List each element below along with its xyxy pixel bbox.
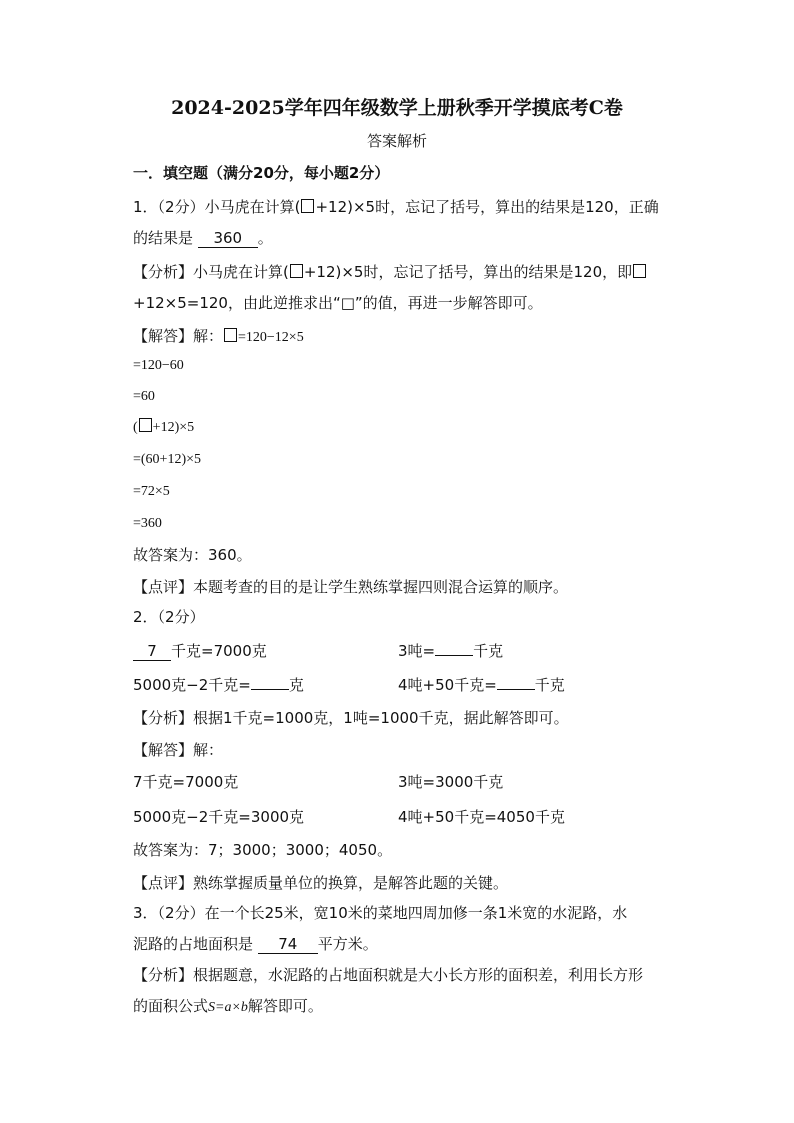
section-heading: 一．填空题（满分20分，每小题2分）: [133, 164, 390, 182]
q3-text-line1: 3．（2分）在一个长25米，宽10米的菜地四周加修一条1米宽的水泥路，水: [133, 904, 628, 922]
q3-analysis-line2: [133, 996, 323, 1018]
q2-c-unit: 克: [288, 676, 304, 694]
box-symbol: [301, 199, 314, 213]
q1-step-6: =360: [133, 516, 162, 531]
q1-text-line2: [133, 228, 273, 248]
q1-step-2: =60: [133, 389, 155, 404]
q3-analysis-b: 解答即可。: [247, 997, 323, 1015]
q1-solution-line: [133, 326, 304, 348]
q2-c-blank: [251, 689, 289, 690]
q1-analysis-b: +12)×5时，忘记了括号，算出的结果是120，即: [303, 263, 633, 281]
q1-text-b: +12)×5时，忘记了括号，算出的结果是120，正确: [315, 198, 659, 216]
page-title: 2024-2025学年四年级数学上册秋季开学摸底考C卷: [171, 97, 623, 119]
q2-b-unit: 千克: [473, 642, 504, 660]
q2-item-c: [133, 675, 304, 695]
page-subtitle: 答案解析: [366, 132, 427, 150]
q2-header: 2．（2分）: [133, 608, 205, 626]
q1-step-3: [133, 418, 194, 438]
q2-d-text: 4吨+50千克=: [398, 676, 497, 694]
box-symbol: [139, 418, 152, 432]
q2-item-d: [398, 675, 565, 695]
q2-d-blank: [497, 689, 535, 690]
q2-result-2: 3吨=3000千克: [398, 773, 504, 791]
q2-item-a: [133, 641, 267, 661]
q2-a-answer-blank: 7: [133, 642, 171, 661]
q1-analysis-line1: [133, 262, 647, 282]
q2-b-blank: [435, 655, 473, 656]
q1-step-1: =120−60: [133, 358, 184, 373]
q1-step-5: =72×5: [133, 484, 170, 499]
q2-item-b: [398, 641, 503, 661]
q3-analysis-a: 的面积公式: [133, 997, 209, 1015]
q1-step-4: =(60+12)×5: [133, 452, 202, 467]
q3-text-a: 泥路的占地面积是: [133, 935, 254, 953]
q2-final-answer: 故答案为：7；3000；3000；4050。: [133, 841, 393, 859]
q2-result-1: 7千克=7000克: [133, 773, 239, 791]
q1-text-d: 。: [257, 229, 273, 247]
q1-solution-expr: =120−12×5: [238, 330, 304, 345]
q2-analysis: 【分析】根据1千克=1000克，1吨=1000千克，据此解答即可。: [133, 709, 569, 727]
q1-step-3-expr: +12)×5: [152, 420, 195, 435]
q1-text-a: 1．（2分）小马虎在计算(: [133, 198, 301, 216]
q1-text-line1: [133, 197, 659, 217]
q1-text-c: 的结果是: [133, 229, 194, 247]
box-symbol: [633, 264, 646, 278]
q3-analysis-line1: 【分析】根据题意，水泥路的占地面积就是大小长方形的面积差，利用长方形: [133, 966, 644, 984]
q1-comment: 【点评】本题考查的目的是让学生熟练掌握四则混合运算的顺序。: [133, 578, 569, 596]
q2-comment: 【点评】熟练掌握质量单位的换算，是解答此题的关键。: [133, 874, 509, 892]
q3-answer-blank: 74: [258, 935, 318, 954]
q2-c-text: 5000克−2千克=: [133, 676, 251, 694]
box-symbol: [224, 328, 237, 342]
q1-analysis-a: 【分析】小马虎在计算(: [133, 263, 289, 281]
q2-b-text: 3吨=: [398, 642, 436, 660]
q2-result-4: 4吨+50千克=4050千克: [398, 808, 565, 826]
box-symbol: [290, 264, 303, 278]
q3-formula: S=a×b: [208, 1000, 248, 1015]
q2-solution-label: 【解答】解：: [133, 741, 224, 759]
q1-step-3-paren: (: [133, 420, 138, 435]
q3-text-b: 平方米。: [317, 935, 378, 953]
q1-final-answer: 故答案为：360。: [133, 546, 252, 564]
q2-result-3: 5000克−2千克=3000克: [133, 808, 305, 826]
q1-analysis-line2: +12×5=120，由此逆推求出“□”的值，再进一步解答即可。: [133, 294, 543, 312]
q2-d-unit: 千克: [534, 676, 565, 694]
q1-solution-label: 【解答】解：: [133, 327, 224, 345]
q1-answer-blank: 360: [198, 229, 258, 248]
q2-a-text: 千克=7000克: [171, 642, 267, 660]
q3-text-line2: [133, 934, 378, 954]
